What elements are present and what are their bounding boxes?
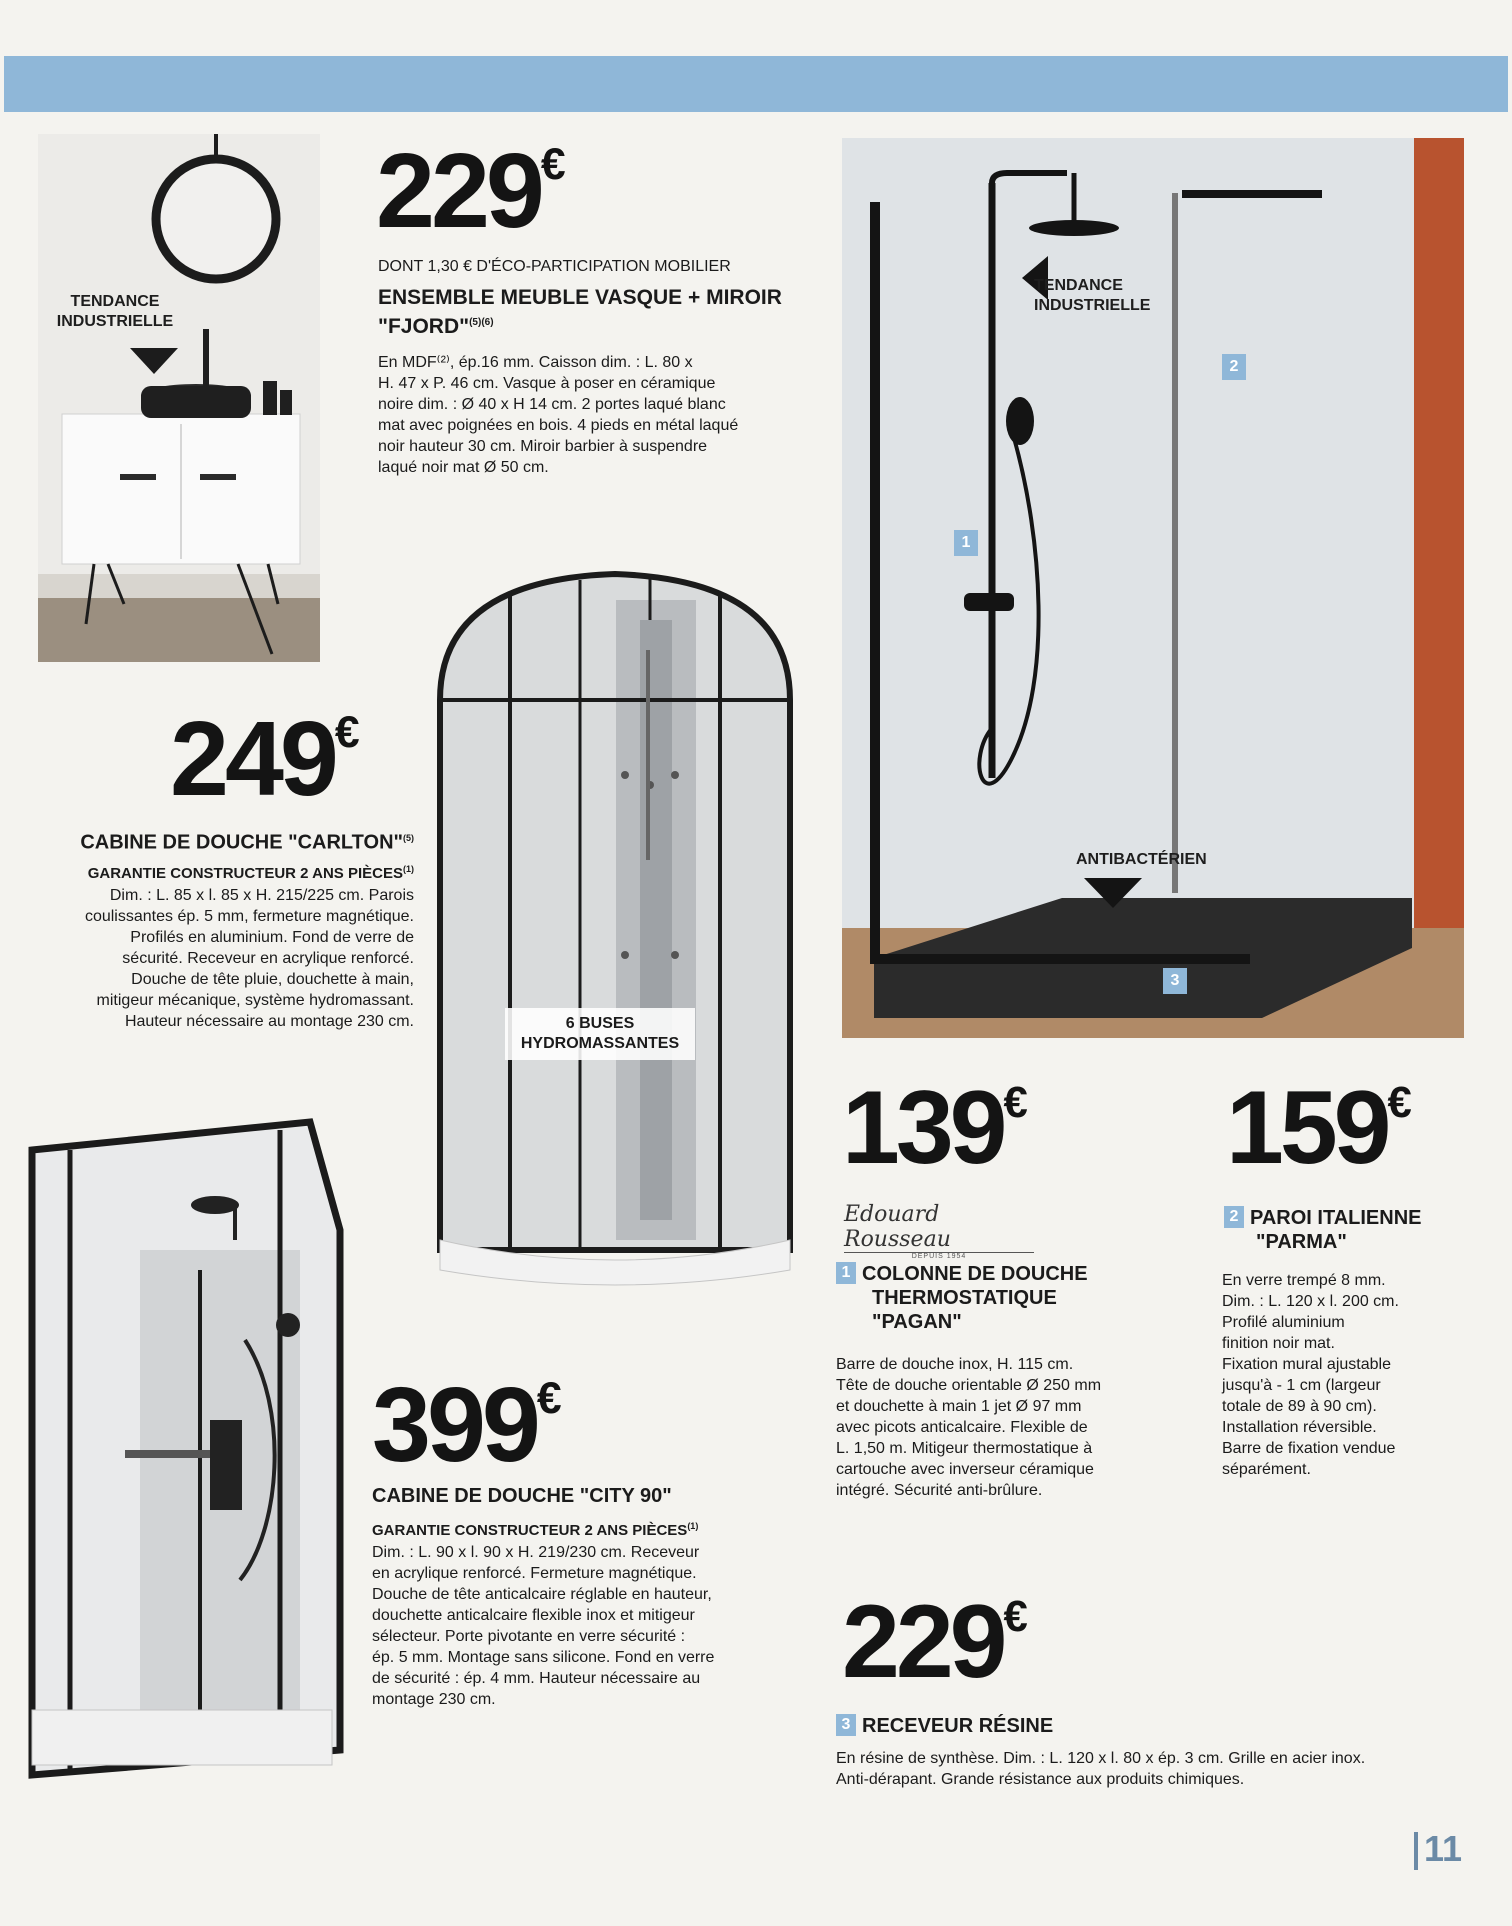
- shower-callout-top-line1: TENDANCE: [1034, 277, 1123, 294]
- carlton-desc-line: mitigeur mécanique, système hydromassant.: [96, 991, 414, 1009]
- pagan-desc-line: intégré. Sécurité anti-brûlure.: [836, 1482, 1043, 1499]
- receveur-num: 3: [836, 1714, 856, 1736]
- shower-callout-bottom: ANTIBACTÉRIEN: [1076, 851, 1207, 868]
- fjord-photo: [38, 134, 320, 662]
- pagan-brand-logo: [844, 1202, 1034, 1260]
- city90-desc-line: de sécurité : ép. 4 mm. Hauteur nécessaire au: [372, 1670, 701, 1687]
- fjord-desc-line: noire dim. : Ø 40 x H 14 cm. 2 portes laqué blanc: [378, 396, 726, 413]
- city90-desc-line: ép. 5 mm. Montage sans silicone. Fond en verre: [372, 1649, 715, 1666]
- page-number: 11: [1424, 1828, 1463, 1869]
- pagan-title-line3: "PAGAN": [872, 1311, 962, 1333]
- pagan-desc-line: avec picots anticalcaire. Flexible de: [836, 1419, 1088, 1436]
- fjord-callout-line2: INDUSTRIELLE: [56, 313, 174, 330]
- page-number-bar: [1414, 1832, 1418, 1870]
- receveur-price-currency: €: [1003, 1592, 1028, 1642]
- pagan-desc-line: cartouche avec inverseur céramique: [836, 1461, 1094, 1478]
- city90-price-value: 399: [372, 1366, 537, 1484]
- shower-tag-1: 1: [954, 530, 978, 556]
- parma-desc-line: finition noir mat.: [1222, 1335, 1335, 1352]
- top-banner: [4, 56, 1508, 112]
- parma-desc-line: Barre de fixation vendue: [1222, 1440, 1396, 1457]
- receveur-description: [836, 1748, 1476, 1790]
- carlton-guarantee-sup: (1): [403, 863, 414, 874]
- pagan-desc-line: L. 1,50 m. Mitigeur thermostatique à: [836, 1440, 1093, 1457]
- fjord-title: [378, 285, 782, 339]
- city90-guarantee: GARANTIE CONSTRUCTEUR 2 ANS PIÈCES: [372, 1522, 688, 1539]
- city90-text: [372, 1484, 802, 1710]
- parma-title-line2: "PARMA": [1256, 1231, 1347, 1253]
- pagan-title: [836, 1262, 1088, 1334]
- carlton-price-value: 249: [170, 700, 335, 818]
- fjord-title-line2: "FJORD": [378, 315, 470, 338]
- carlton-desc-line: sécurité. Receveur en acrylique renforcé.: [122, 949, 414, 967]
- carlton-photo: [430, 560, 800, 1300]
- city90-price-currency: €: [536, 1374, 562, 1424]
- carlton-price-currency: €: [334, 708, 360, 758]
- fjord-desc-line: H. 47 x P. 46 cm. Vasque à poser en céramique: [378, 375, 716, 392]
- city90-title: CABINE DE DOUCHE "CITY 90": [372, 1485, 672, 1507]
- receveur-title: [836, 1714, 1053, 1739]
- city90-price: [372, 1366, 562, 1484]
- receveur-desc-line: En résine de synthèse. Dim. : L. 120 x l. 80 x ép. 3 cm. Grille en acier inox.: [836, 1750, 1366, 1767]
- pagan-desc-line: Barre de douche inox, H. 115 cm.: [836, 1356, 1074, 1373]
- pagan-description: [836, 1354, 1166, 1501]
- shower-tag-2: 2: [1222, 354, 1246, 380]
- carlton-callout-line1: 6 BUSES: [565, 1015, 635, 1032]
- parma-desc-line: séparément.: [1222, 1461, 1311, 1478]
- shower-callout-top: [1034, 276, 1150, 316]
- fjord-description: [378, 352, 818, 478]
- parma-title-line1: PAROI ITALIENNE: [1250, 1207, 1422, 1229]
- pagan-num: 1: [836, 1262, 856, 1284]
- pagan-price: [842, 1070, 1028, 1186]
- receveur-price-value: 229: [842, 1584, 1004, 1700]
- carlton-desc-line: Hauteur nécessaire au montage 230 cm.: [124, 1012, 414, 1030]
- fjord-callout-line1: TENDANCE: [70, 293, 160, 310]
- carlton-desc-line: Douche de tête pluie, douchette à main,: [131, 970, 414, 988]
- pagan-brand: Edouard Rousseau: [844, 1202, 951, 1252]
- fjord-desc-line: En MDF⁽²⁾, ép.16 mm. Caisson dim. : L. 80 x: [378, 354, 693, 371]
- fjord-title-sup: (5)(6): [469, 317, 494, 328]
- city90-desc-line: Dim. : L. 90 x l. 90 x H. 219/230 cm. Receveur: [372, 1544, 700, 1561]
- fjord-price-currency: €: [540, 140, 566, 190]
- shower-photo: [842, 138, 1464, 1038]
- pagan-desc-line: Tête de douche orientable Ø 250 mm: [836, 1377, 1102, 1394]
- fjord-desc-line: mat avec poignées en bois. 4 pieds en métal laqué: [378, 417, 739, 434]
- receveur-price: [842, 1584, 1028, 1700]
- city90-desc-line: sélecteur. Porte pivotante en verre sécurité :: [372, 1628, 686, 1645]
- carlton-description: [20, 885, 414, 1032]
- parma-desc-line: Fixation mural ajustable: [1222, 1356, 1391, 1373]
- carlton-title-sup: (5): [403, 833, 414, 843]
- parma-description: [1222, 1270, 1462, 1480]
- carlton-title: CABINE DE DOUCHE "CARLTON": [80, 831, 403, 854]
- pagan-title-line2: THERMOSTATIQUE: [872, 1287, 1057, 1309]
- pagan-title-line1: COLONNE DE DOUCHE: [862, 1263, 1088, 1285]
- city90-description: [372, 1542, 802, 1710]
- parma-desc-line: jusqu'à - 1 cm (largeur: [1222, 1377, 1381, 1394]
- parma-num: 2: [1224, 1206, 1244, 1228]
- parma-price-value: 159: [1226, 1070, 1388, 1186]
- carlton-desc-line: coulissantes ép. 5 mm, fermeture magnétique.: [84, 907, 414, 925]
- fjord-price-value: 229: [376, 132, 541, 250]
- fjord-title-line1: ENSEMBLE MEUBLE VASQUE + MIROIR: [378, 286, 782, 309]
- pagan-brand-sub: DEPUIS 1954: [844, 1252, 1034, 1260]
- parma-desc-line: En verre trempé 8 mm.: [1222, 1272, 1386, 1289]
- city90-photo: [20, 1110, 350, 1800]
- fjord-desc-line: laqué noir mat Ø 50 cm.: [378, 459, 549, 476]
- shower-callout-top-line2: INDUSTRIELLE: [1034, 297, 1151, 314]
- carlton-callout: [505, 1008, 695, 1060]
- parma-price-currency: €: [1387, 1078, 1412, 1128]
- parma-price: [1226, 1070, 1412, 1186]
- pagan-desc-line: et douchette à main 1 jet Ø 97 mm: [836, 1398, 1082, 1415]
- parma-desc-line: Profilé aluminium: [1222, 1314, 1345, 1331]
- receveur-title-text: RECEVEUR RÉSINE: [862, 1715, 1054, 1737]
- carlton-desc-line: Dim. : L. 85 x l. 85 x H. 215/225 cm. Parois: [109, 886, 414, 904]
- parma-desc-line: totale de 89 à 90 cm).: [1222, 1398, 1377, 1415]
- city90-desc-line: en acrylique renforcé. Fermeture magnétique.: [372, 1565, 697, 1582]
- parma-desc-line: Dim. : L. 120 x l. 200 cm.: [1222, 1293, 1399, 1310]
- city90-guarantee-sup: (1): [687, 1521, 699, 1531]
- fjord-eco: DONT 1,30 € D'ÉCO-PARTICIPATION MOBILIER: [378, 258, 731, 275]
- pagan-price-value: 139: [842, 1070, 1004, 1186]
- carlton-guarantee: GARANTIE CONSTRUCTEUR 2 ANS PIÈCES: [87, 864, 403, 882]
- carlton-price: [170, 700, 360, 818]
- city90-desc-line: douchette anticalcaire flexible inox et mitigeur: [372, 1607, 695, 1624]
- parma-desc-line: Installation réversible.: [1222, 1419, 1377, 1436]
- city90-desc-line: Douche de tête anticalcaire réglable en hauteur,: [372, 1586, 712, 1603]
- parma-title: [1224, 1206, 1421, 1254]
- pagan-price-currency: €: [1003, 1078, 1028, 1128]
- carlton-desc-line: Profilés en aluminium. Fond de verre de: [130, 928, 414, 946]
- receveur-desc-line: Anti-dérapant. Grande résistance aux produits chimiques.: [836, 1771, 1245, 1788]
- city90-desc-line: montage 230 cm.: [372, 1691, 496, 1708]
- fjord-callout: [50, 292, 180, 332]
- carlton-callout-line2: HYDROMASSANTES: [520, 1035, 680, 1052]
- shower-tag-3: 3: [1163, 968, 1187, 994]
- fjord-desc-line: noir hauteur 30 cm. Miroir barbier à suspendre: [378, 438, 708, 455]
- carlton-text: [20, 826, 414, 1032]
- fjord-price: [376, 132, 566, 250]
